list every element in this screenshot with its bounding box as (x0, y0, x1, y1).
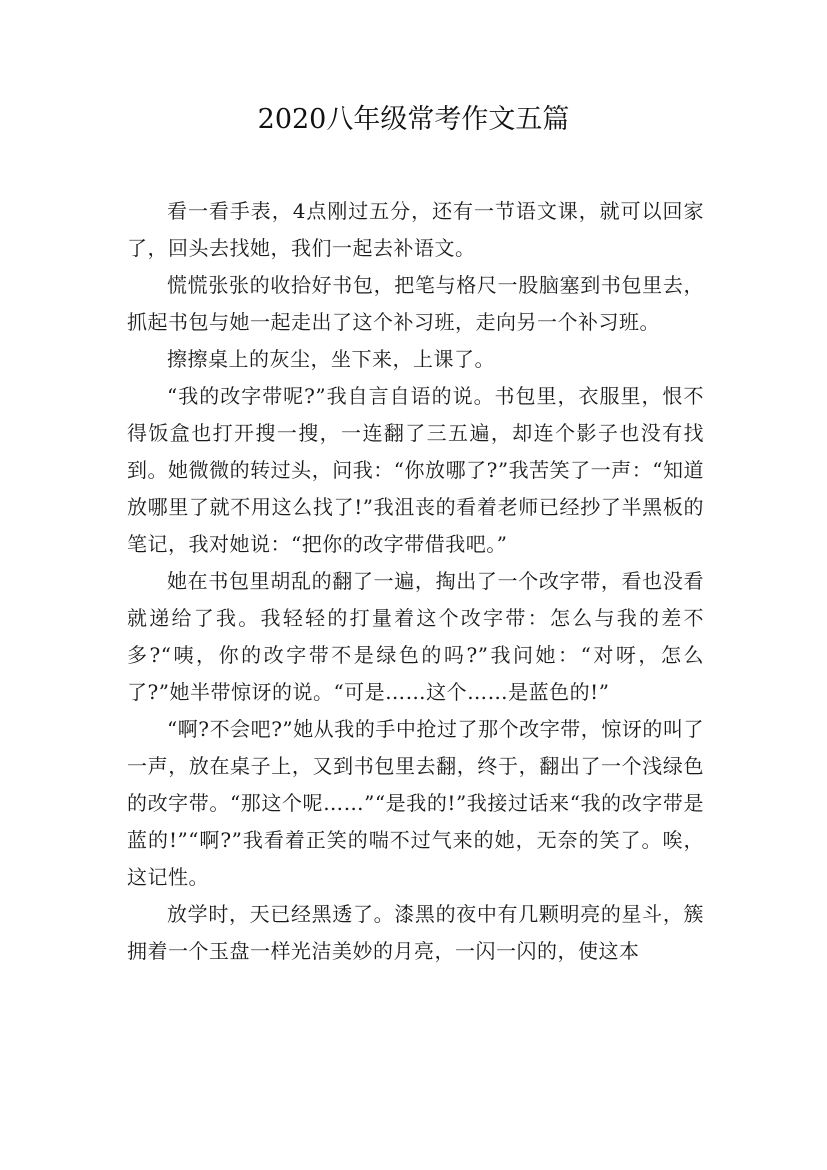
paragraph: “我的改字带呢?”我自言自语的说。书包里，衣服里，恨不得饭盒也打开搜一搜，一连翻了三五遍，却连个影子也没有找到。她微微的转过头，问我：“你放哪了?”我苦笑了一声：“知道放哪里了就不用这么找了!”我沮丧的看着老师已经抄了半黑板的笔记，我对她说：“把你的改字带借我吧。” (127, 384, 704, 556)
document-title: 2020八年级常考作文五篇 (257, 104, 570, 135)
paragraph: 擦擦桌上的灰尘，坐下来，上课了。 (167, 347, 495, 371)
essay-body (127, 193, 704, 970)
paragraph: 她在书包里胡乱的翻了一遍，掏出了一个改字带，看也没看就递给了我。我轻轻的打量着这个改字带：怎么与我的差不多?“咦，你的改字带不是绿色的吗?”我问她：“对呀，怎么了?”她半带惊讶的说。“可是……这个……是蓝色的!” (127, 569, 704, 704)
paragraph: “啊?不会吧?”她从我的手中抢过了那个改字带，惊讶的叫了一声，放在桌子上，又到书包里去翻，终于，翻出了一个浅绿色的改字带。“那这个呢……”“是我的!”我接过话来“我的改字带是蓝的!”“啊?”我看着正笑的喘不过气来的她，无奈的笑了。唉，这记性。 (127, 717, 704, 889)
paragraph: 慌慌张张的收拾好书包，把笔与格尺一股脑塞到书包里去，抓起书包与她一起走出了这个补习班，走向另一个补习班。 (127, 273, 704, 334)
paragraph: 看一看手表，4点刚过五分，还有一节语文课，就可以回家了，回头去找她，我们一起去补语文。 (127, 199, 704, 260)
paragraph: 放学时，天已经黑透了。漆黑的夜中有几颗明亮的星斗，簇拥着一个玉盘一样光洁美妙的月亮，一闪一闪的，使这本 (127, 902, 704, 963)
